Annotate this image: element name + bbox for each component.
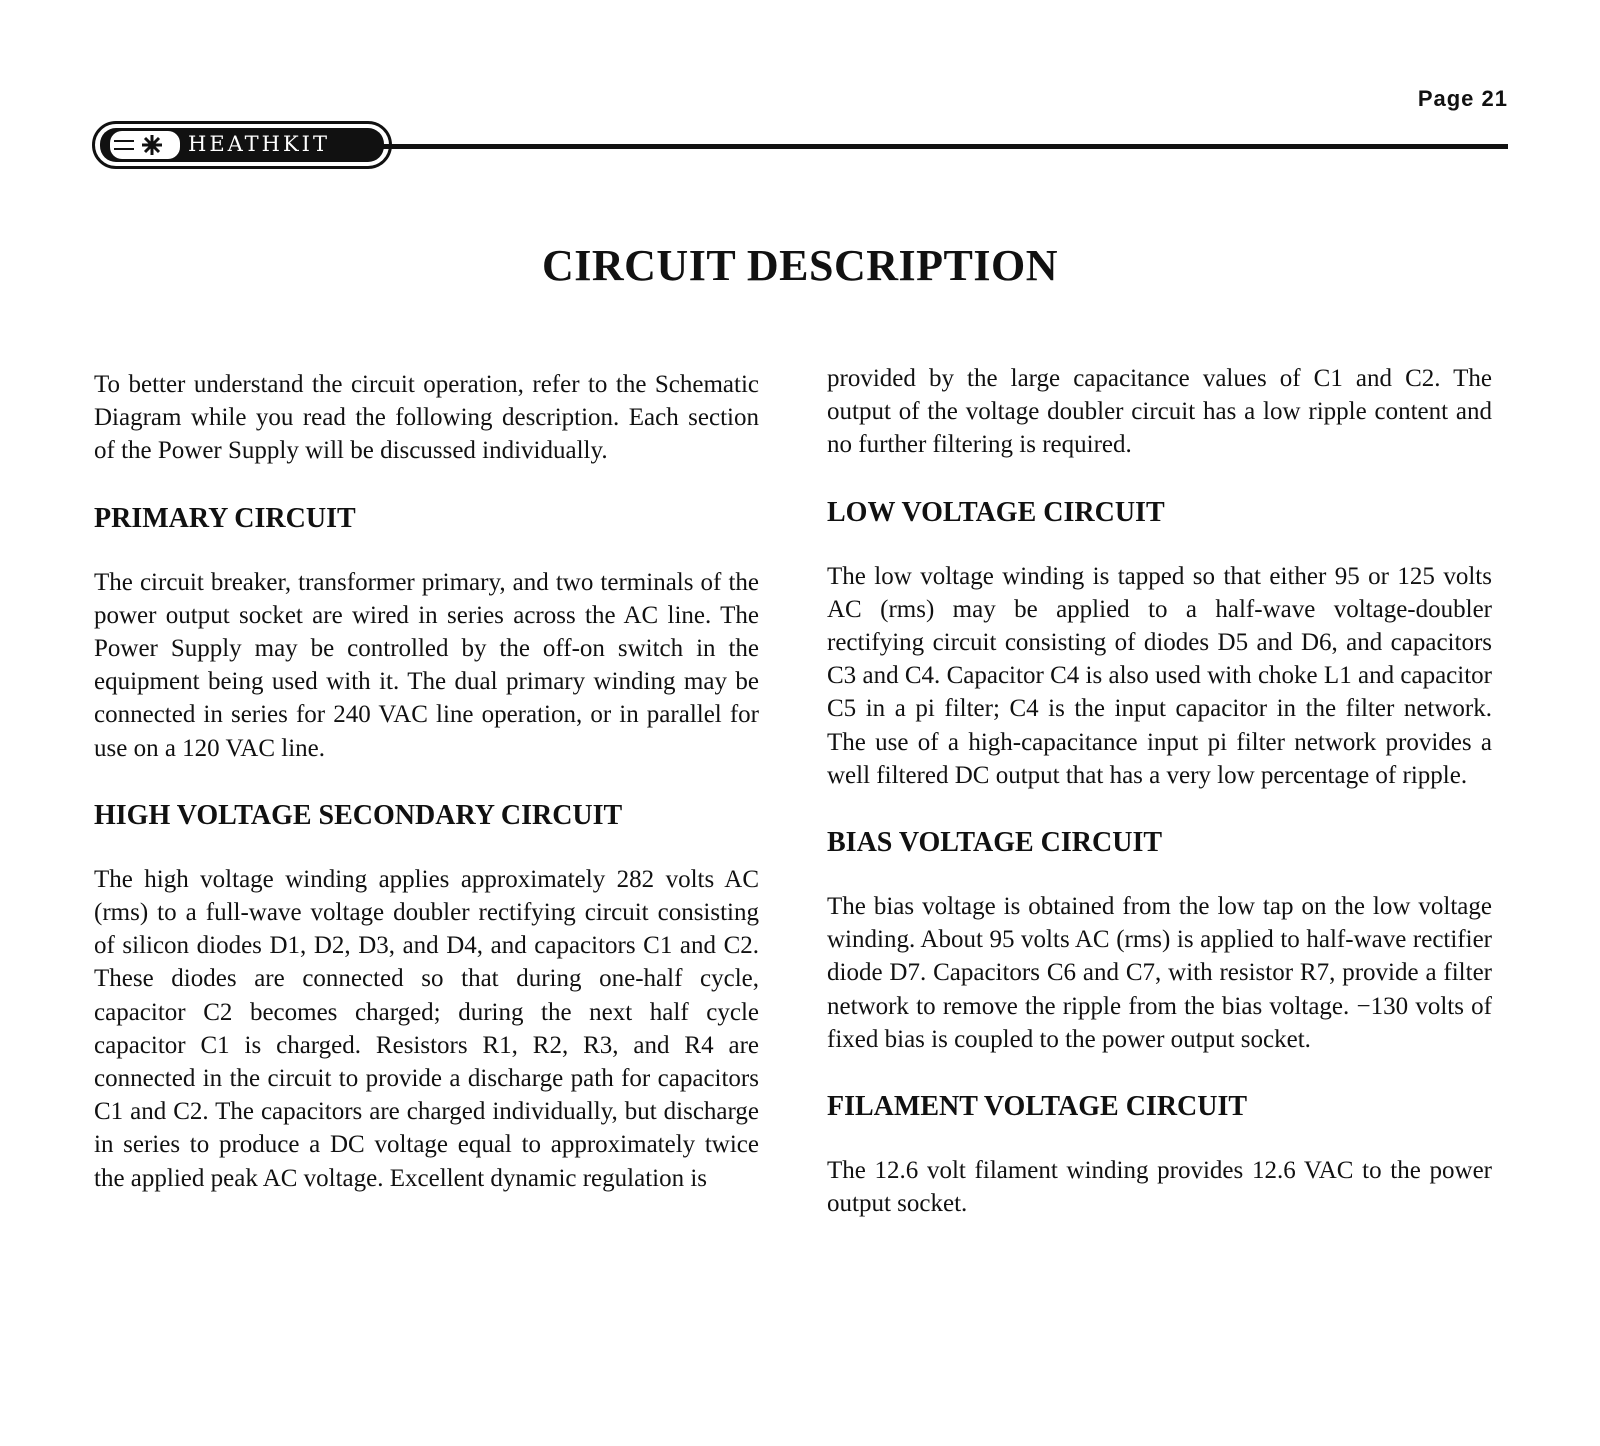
high-voltage-paragraph: The high voltage winding applies approximately 282 volts AC (rms) to a full-wave voltage doubler rectifying circuit consisting of silicon diodes D1, D2, D3, and D4, and capacitors C1 and C2. These diodes are connected so that during one-half cycle, capacitor C2 becomes charged; during the next half cycle capacitor C1 is charged. Resistors R1, R2, R3, and R4 are connected in the circuit to provide a discharge path for capacitors C1 and C2. The capacitors are charged individually, but discharge in series to produce a DC voltage equal to approximately twice the applied peak AC voltage. Excellent dynamic regulation is bbox=[94, 865, 759, 1192]
primary-circuit-paragraph: The circuit breaker, transformer primary, and two terminals of the power output socket are wired in series across the AC line. The Power Supply may be controlled by the off-on switch in the equipment being used with it. The dual primary winding may be connected in series for 240 VAC line operation, or in parallel for use on a 120 VAC line. bbox=[94, 568, 759, 762]
left-column bbox=[94, 368, 759, 1229]
primary-circuit-heading: PRIMARY CIRCUIT bbox=[94, 502, 356, 534]
intro-paragraph: To better understand the circuit operation, refer to the Schematic Diagram while you read the following description. Each section of the Power Supply will be discussed individually. bbox=[94, 371, 759, 465]
heathkit-emblem-icon bbox=[110, 131, 180, 159]
high-voltage-continued-paragraph: provided by the large capacitance values of C1 and C2. The output of the voltage doubler circuit has a low ripple content and no further filtering is required. bbox=[827, 365, 1492, 459]
low-voltage-heading: LOW VOLTAGE CIRCUIT bbox=[827, 496, 1165, 528]
logo-wordmark: HEATHKIT bbox=[188, 132, 330, 156]
header-rule bbox=[380, 144, 1508, 149]
high-voltage-heading: HIGH VOLTAGE SECONDARY CIRCUIT bbox=[94, 799, 623, 831]
bias-voltage-heading: BIAS VOLTAGE CIRCUIT bbox=[827, 827, 1163, 859]
filament-voltage-heading: FILAMENT VOLTAGE CIRCUIT bbox=[827, 1091, 1248, 1123]
bias-voltage-paragraph: The bias voltage is obtained from the low tap on the low voltage winding. About 95 volts AC (rms) is applied to half-wave rectifier diode D7. Capacitors C6 and C7, with resistor R7, provide a filter network to remove the ripple from the bias voltage. −130 volts of fixed bias is coupled to the power output socket. bbox=[827, 893, 1492, 1053]
right-column bbox=[827, 362, 1492, 1254]
heathkit-logo bbox=[92, 121, 392, 169]
filament-voltage-paragraph: The 12.6 volt filament winding provides 12.6 VAC to the power output socket. bbox=[827, 1157, 1492, 1218]
page-title: CIRCUIT DESCRIPTION bbox=[541, 241, 1058, 290]
low-voltage-paragraph: The low voltage winding is tapped so that either 95 or 125 volts AC (rms) may be applied to a half-wave voltage-doubler rectifying circuit consisting of diodes D5 and D6, and capacitors C3 and C4. Capacitor C4 is also used with choke L1 and capacitor C5 in a pi filter; C4 is the input capacitor in the filter network. The use of a high-capacitance input pi filter network provides a well filtered DC output that has a very low percentage of ripple. bbox=[827, 562, 1492, 789]
page-number: Page 21 bbox=[1417, 86, 1508, 111]
